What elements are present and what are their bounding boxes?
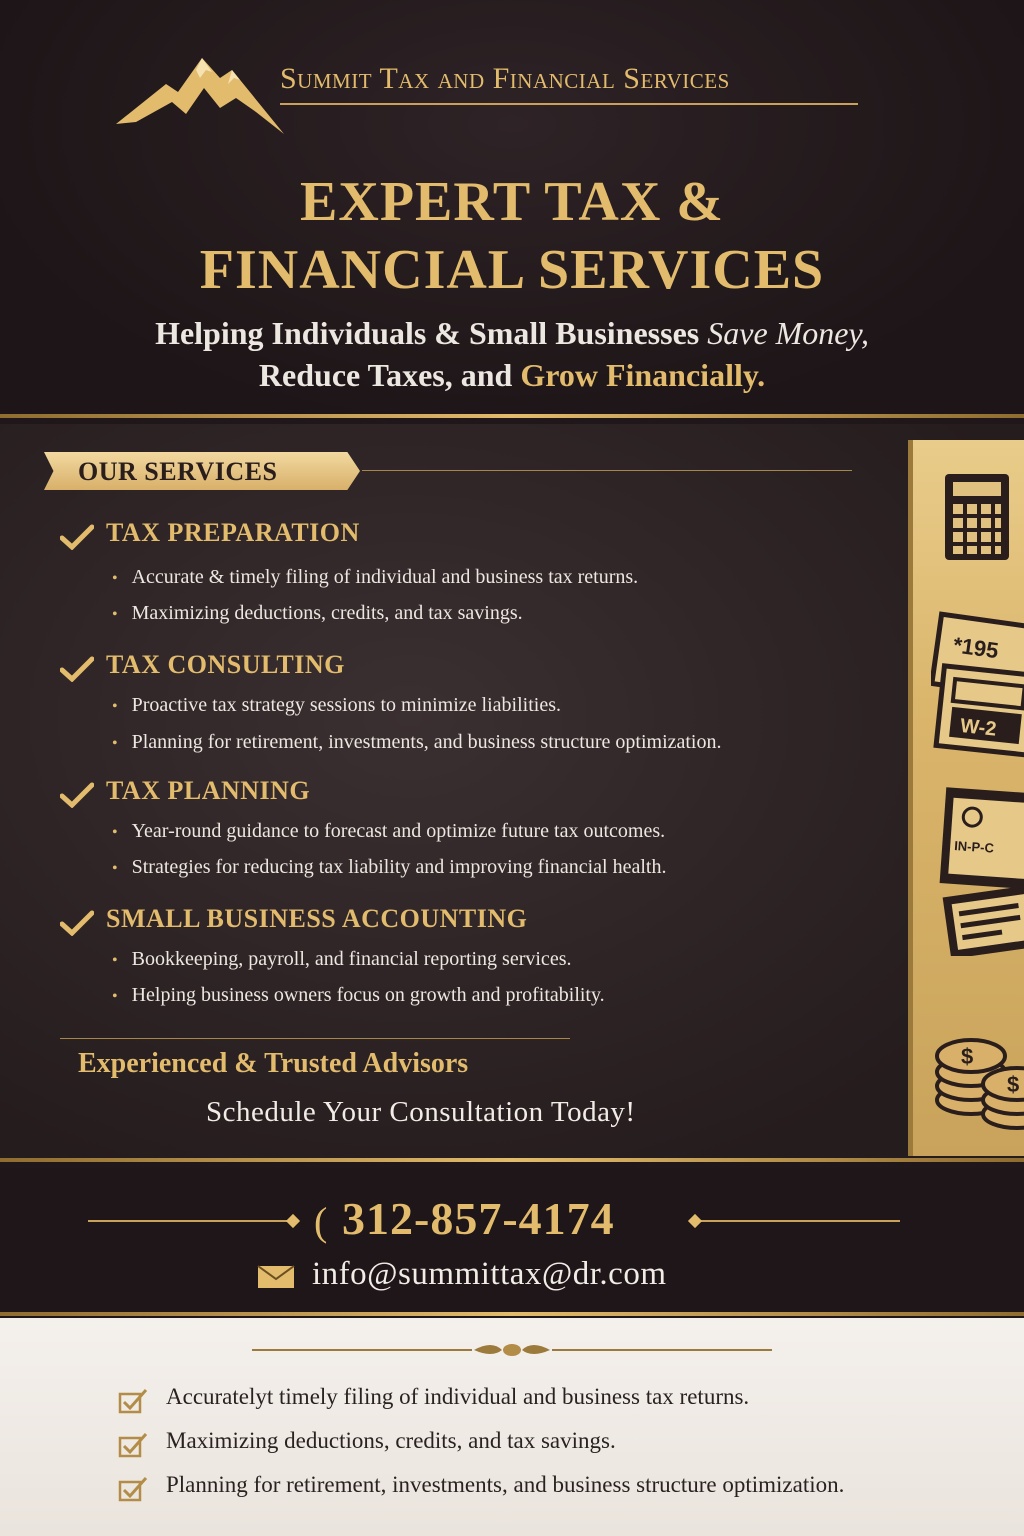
check-icon [60, 782, 94, 808]
phone-number[interactable]: 312-857-4174 [342, 1193, 615, 1244]
checkbox-icon [118, 1432, 148, 1458]
divider [280, 103, 858, 105]
checkbox-icon [118, 1388, 148, 1414]
documents-icon [939, 786, 1024, 956]
diamond-ornament [688, 1214, 702, 1228]
divider [700, 1220, 900, 1222]
form-code-label: IN-P-C [953, 837, 995, 856]
coins-icon [931, 1010, 1024, 1130]
service-title: TAX PLANNING [106, 776, 311, 805]
mountain-logo-icon [116, 52, 286, 136]
subheadline-emphasis: Grow Financially. [520, 357, 766, 393]
svg-text:$: $ [961, 1044, 974, 1069]
header [0, 0, 1024, 414]
service-bullet: • Bookkeeping, payroll, and financial reporting services. [112, 948, 571, 971]
headline-line-2: FINANCIAL SERVICES [199, 239, 825, 301]
check-icon [60, 656, 94, 682]
mail-icon [257, 1265, 295, 1289]
company-name: Summit Tax and Financial Services [280, 62, 730, 95]
subheadline-text: Reduce Taxes, and [258, 357, 521, 393]
email-address[interactable]: info@summittax@dr.com [312, 1256, 667, 1292]
consultation-cta: Schedule Your Consultation Today! [206, 1096, 636, 1128]
divider [362, 470, 852, 471]
side-illustration-panel [908, 440, 1024, 1156]
subheadline-emphasis: Save Money, [707, 315, 869, 351]
phone-icon: ( [314, 1199, 328, 1244]
footer-item-text: Planning for retirement, investments, and business structure optimization. [166, 1472, 845, 1497]
service-bullet: • Accurate & timely filing of individual and business tax returns. [112, 566, 638, 589]
tax-forms-icon [931, 610, 1024, 760]
ornament-divider-icon [252, 1340, 772, 1360]
services-banner-label: OUR SERVICES [78, 457, 278, 486]
subheadline [40, 312, 984, 396]
form-number-label: *195 [951, 632, 1001, 664]
calculator-icon [943, 472, 1011, 562]
checkbox-icon [118, 1476, 148, 1502]
service-bullet: • Planning for retirement, investments, and business structure optimization. [112, 731, 722, 754]
service-bullet: • Maximizing deductions, credits, and tax savings. [112, 602, 523, 625]
gold-divider [0, 1158, 1024, 1162]
contact-section [0, 1168, 1024, 1312]
service-bullet: • Helping business owners focus on growth and profitability. [112, 984, 605, 1007]
footer-item-text: Accuratelyt timely filing of individual and business tax returns. [166, 1384, 750, 1409]
w2-label: W-2 [959, 714, 998, 741]
service-bullet: • Year-round guidance to forecast and optimize future tax outcomes. [112, 820, 665, 843]
gold-divider [0, 414, 1024, 418]
services-section [0, 424, 1024, 1158]
gold-divider [0, 1312, 1024, 1316]
service-bullet: • Proactive tax strategy sessions to minimize liabilities. [112, 694, 561, 717]
headline-line-1: EXPERT TAX & [300, 171, 724, 233]
divider [60, 1038, 570, 1039]
divider [88, 1220, 288, 1222]
footer-item-text: Maximizing deductions, credits, and tax savings. [166, 1428, 616, 1453]
service-bullet: • Strategies for reducing tax liability and improving financial health. [112, 856, 666, 879]
check-icon [60, 910, 94, 936]
headline [0, 168, 1024, 304]
footer-section [0, 1318, 1024, 1536]
advisors-tagline: Experienced & Trusted Advisors [78, 1048, 469, 1079]
service-title: TAX PREPARATION [106, 518, 360, 547]
check-icon [60, 524, 94, 550]
subheadline-text: Helping Individuals & Small Businesses [155, 315, 708, 351]
diamond-ornament [286, 1214, 300, 1228]
service-title: SMALL BUSINESS ACCOUNTING [106, 904, 528, 933]
svg-text:$: $ [1007, 1072, 1020, 1097]
service-title: TAX CONSULTING [106, 650, 345, 679]
